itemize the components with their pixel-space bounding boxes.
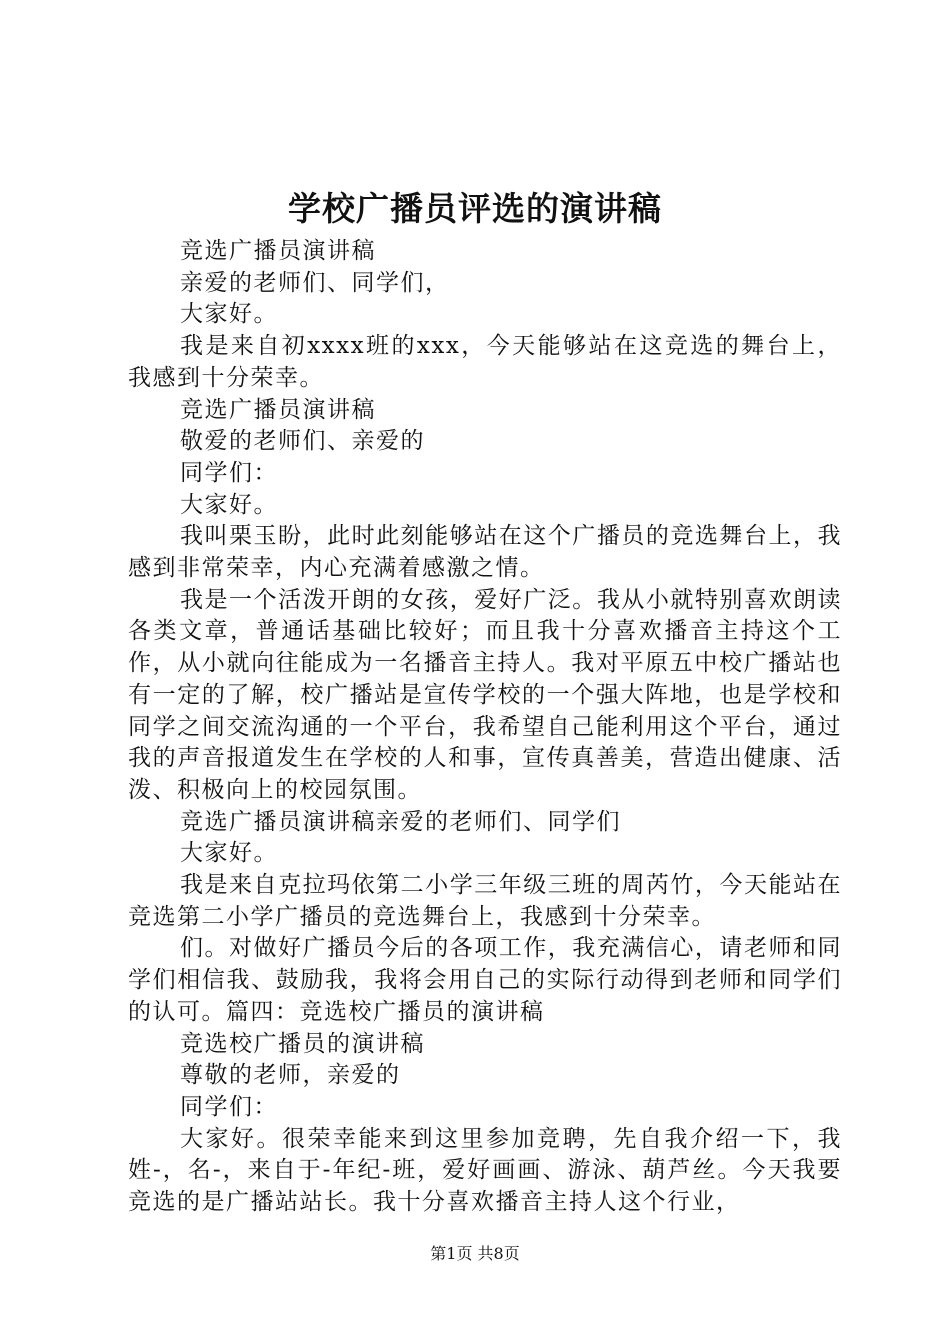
paragraph: 亲爱的老师们、同学们， bbox=[180, 269, 450, 296]
paragraph: 我是一个活泼开朗的女孩，爱好广泛。我从小就特别喜欢朗读各类文章，普通话基础比较好；而且我十分喜欢播音主持这个工作，从小就向往能成为一名播音主持人。我对平原五中校广播站也有一定的了解，校广播站是宣传学校的一个强大阵地，也是学校和同学之间交流沟通的一个平台，我希望自己能利用这个平台，通过我的声音报道发生在学校的人和事，宣传真善美，营造出健康、活泼、积极向上的校园氛围。 bbox=[128, 586, 842, 803]
document-body bbox=[128, 236, 842, 1219]
paragraph: 大家好。 bbox=[180, 491, 278, 518]
paragraph: 大家好。很荣幸能来到这里参加竞聘，先自我介绍一下，我姓-，名-，来自于-年纪-班，爱好画画、游泳、葫芦丝。今天我要竞选的是广播站站长。我十分喜欢播音主持人这个行业， bbox=[128, 1125, 842, 1216]
paragraph: 敬爱的老师们、亲爱的 bbox=[180, 428, 425, 455]
paragraph: 同学们： bbox=[180, 1093, 278, 1120]
paragraph: 尊敬的老师，亲爱的 bbox=[180, 1062, 401, 1089]
paragraph: 们。对做好广播员今后的各项工作，我充满信心，请老师和同学们相信我、鼓励我，我将会用自己的实际行动得到老师和同学们的认可。篇四：竞选校广播员的演讲稿 bbox=[128, 935, 842, 1025]
paragraph: 竞选广播员演讲稿 bbox=[180, 238, 376, 264]
paragraph: 我是来自克拉玛依第二小学三年级三班的周芮竹，今天能站在竞选第二小学广播员的竞选舞台上，我感到十分荣幸。 bbox=[128, 872, 842, 930]
page-footer: 第1页 共8页 bbox=[430, 1244, 520, 1263]
paragraph: 竞选广播员演讲稿 bbox=[180, 396, 376, 423]
paragraph: 竞选广播员演讲稿亲爱的老师们、同学们 bbox=[180, 808, 621, 835]
paragraph: 竞选校广播员的演讲稿 bbox=[180, 1030, 425, 1057]
paragraph: 大家好。 bbox=[180, 301, 278, 328]
paragraph: 我是来自初xxxx班的xxx，今天能够站在这竞选的舞台上，我感到十分荣幸。 bbox=[128, 333, 842, 391]
paragraph: 我叫栗玉盼，此时此刻能够站在这个广播员的竞选舞台上，我感到非常荣幸，内心充满着感激之情。 bbox=[128, 523, 842, 582]
paragraph: 同学们： bbox=[180, 459, 278, 486]
document-title: 学校广播员评选的演讲稿 bbox=[288, 189, 662, 228]
paragraph: 大家好。 bbox=[180, 840, 278, 867]
